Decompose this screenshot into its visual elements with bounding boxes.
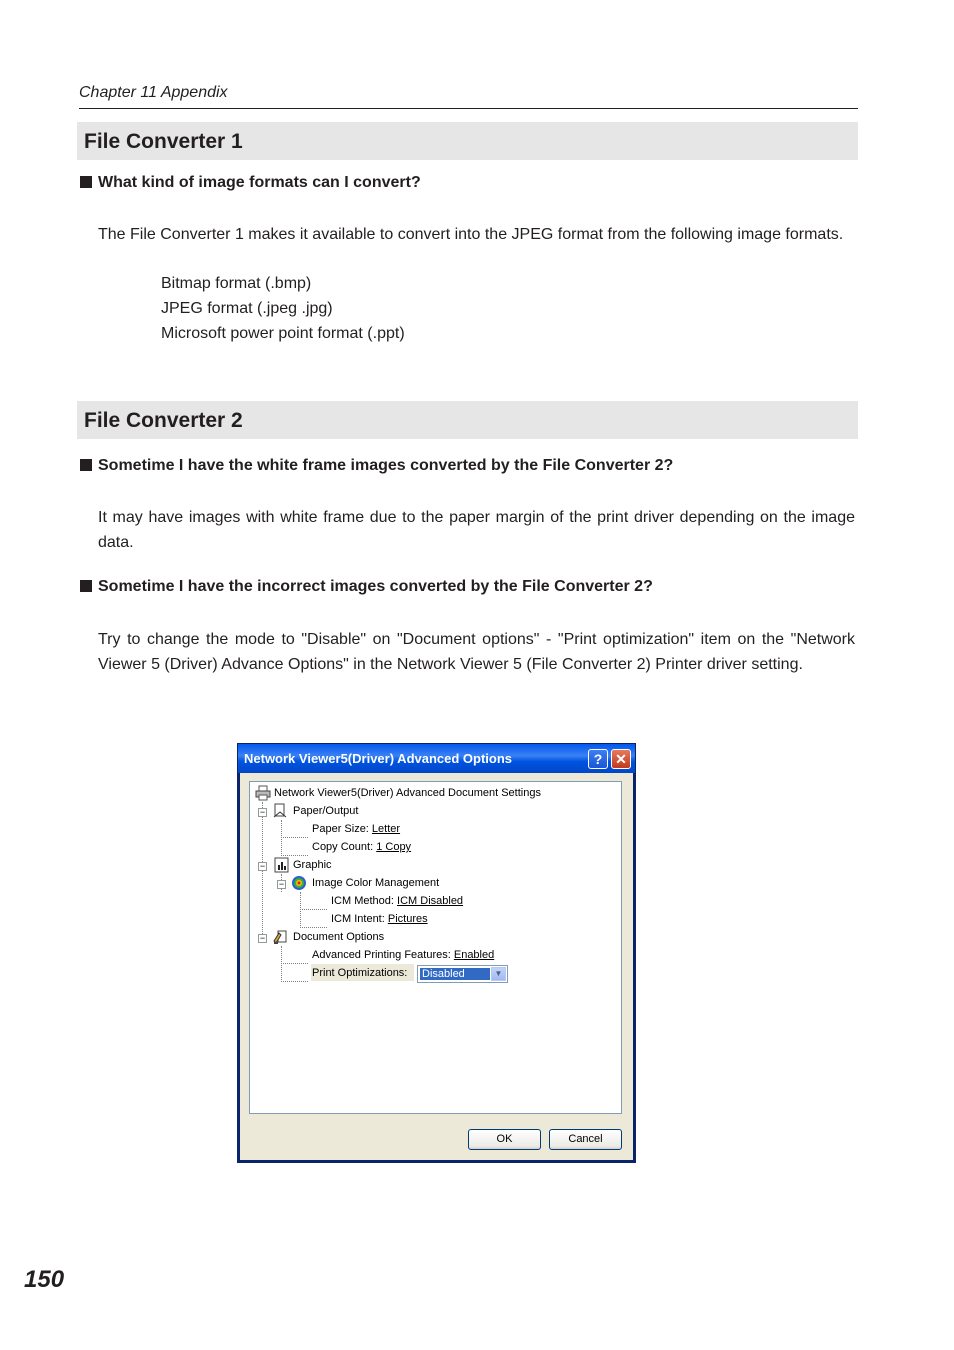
dialog-titlebar — [238, 744, 635, 773]
adv-printing-value[interactable]: Enabled — [453, 949, 495, 961]
tree-line — [281, 855, 308, 856]
collapse-icon[interactable]: − — [259, 933, 266, 943]
close-icon[interactable]: ✕ — [611, 749, 631, 769]
color-icon — [291, 875, 307, 891]
page-number: 150 — [24, 1266, 65, 1293]
tree-line — [281, 981, 308, 982]
printer-icon — [255, 785, 271, 801]
tree-root[interactable]: Network Viewer5(Driver) Advanced Document Settings — [274, 787, 541, 799]
advanced-options-dialog — [237, 743, 636, 1163]
tree-copy-count[interactable] — [312, 840, 411, 854]
tree-line — [300, 892, 301, 928]
answer-3: Try to change the mode to "Disable" on "Document options" - "Print optimization" item on the "Network Viewer 5 (Driver) Advance Options" in the Network Viewer 5 (File Converter 2) Printer driver setting. — [98, 631, 855, 673]
collapse-icon[interactable]: − — [278, 879, 285, 889]
tree-paper-size[interactable] — [312, 822, 400, 836]
section-title-1: File Converter 1 — [84, 130, 243, 153]
icm-intent-label: ICM Intent: — [331, 913, 388, 925]
settings-tree[interactable] — [249, 781, 622, 1114]
section-bar-1 — [77, 122, 858, 160]
answer-2: It may have images with white frame due to the paper margin of the print driver depending on the image data. — [98, 509, 855, 551]
tree-icm-intent[interactable] — [331, 912, 428, 926]
adv-printing-label: Advanced Printing Features: — [312, 949, 454, 961]
tree-line — [300, 927, 327, 928]
paper-size-label: Paper Size: — [312, 823, 372, 835]
print-optimization-value: Disabled — [420, 968, 490, 980]
header-rule — [79, 108, 858, 109]
bullet-square-icon — [80, 459, 92, 471]
tree-paper-output[interactable]: Paper/Output — [293, 805, 359, 817]
format-item: Bitmap format (.bmp) — [161, 275, 312, 292]
tree-doc-options[interactable]: Document Options — [293, 931, 385, 943]
dropdown-arrow-icon[interactable]: ▼ — [491, 967, 506, 981]
chapter-header: Chapter 11 Appendix — [79, 84, 228, 101]
format-item: Microsoft power point format (.ppt) — [161, 325, 405, 342]
bullet-square-icon — [80, 176, 92, 188]
answer-1: The File Converter 1 makes it available to convert into the JPEG format from the following image formats. — [98, 226, 844, 243]
icm-method-value[interactable]: ICM Disabled — [397, 895, 464, 907]
help-icon[interactable]: ? — [588, 749, 608, 769]
dialog-body — [240, 773, 633, 1160]
question-2 — [80, 457, 673, 475]
section-bar-2 — [77, 401, 858, 439]
icm-intent-value[interactable]: Pictures — [387, 913, 428, 925]
question-1 — [80, 174, 421, 192]
bullet-square-icon — [80, 580, 92, 592]
cancel-button[interactable]: Cancel — [549, 1129, 622, 1150]
question-text: Sometime I have the white frame images converted by the File Converter 2? — [98, 457, 674, 474]
doc-options-icon — [272, 929, 288, 945]
copy-count-value[interactable]: 1 Copy — [376, 841, 412, 853]
chart-icon — [274, 857, 290, 873]
tree-line — [281, 946, 282, 982]
format-item: JPEG format (.jpeg .jpg) — [161, 300, 333, 317]
ok-button[interactable]: OK — [468, 1129, 541, 1150]
question-3 — [80, 578, 653, 596]
question-text: Sometime I have the incorrect images converted by the File Converter 2? — [98, 578, 653, 595]
print-optimization-select[interactable] — [417, 965, 508, 983]
tree-line — [281, 820, 282, 856]
question-text: What kind of image formats can I convert? — [98, 174, 421, 191]
tree-line — [281, 837, 308, 838]
tree-graphic[interactable]: Graphic — [293, 859, 332, 871]
collapse-icon[interactable]: − — [259, 807, 266, 817]
copy-count-label: Copy Count: — [312, 841, 377, 853]
collapse-icon[interactable]: − — [259, 861, 266, 871]
icm-method-label: ICM Method: — [331, 895, 398, 907]
tree-print-optimizations[interactable]: Print Optimizations: — [312, 967, 408, 979]
tree-adv-printing[interactable] — [312, 948, 494, 962]
tree-line — [300, 909, 327, 910]
tree-line — [262, 802, 263, 942]
dialog-title: Network Viewer5(Driver) Advanced Options — [244, 751, 513, 766]
tree-icm-method[interactable] — [331, 894, 463, 908]
paper-icon — [272, 803, 288, 819]
paper-size-value[interactable]: Letter — [371, 823, 401, 835]
tree-icm[interactable]: Image Color Management — [312, 877, 440, 889]
tree-line — [281, 963, 308, 964]
section-title-2: File Converter 2 — [84, 409, 243, 432]
